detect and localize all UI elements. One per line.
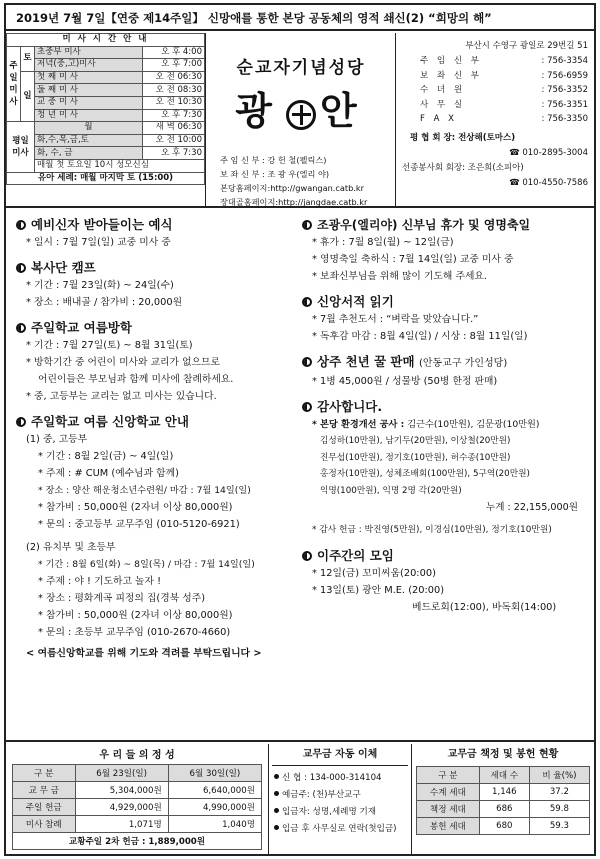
notice-line: * 참가비 : 50,000원 (2자녀 이상 80,000원) [38, 610, 233, 621]
service-name: 교 중 미 사 [35, 96, 143, 109]
renovation-head: * 본당 환경개선 공사 : [312, 419, 405, 430]
notice-line: * 중, 고등부는 교리는 없고 미사는 있습니다. [26, 391, 217, 402]
masthead-subtitle: 순교자기념성당 [236, 58, 366, 78]
service-name: 저녁(중,고)미사 [35, 59, 143, 72]
section-bullet-icon [16, 263, 26, 273]
masthead [206, 33, 396, 208]
section-bullet-icon [302, 551, 312, 561]
service-time: 오 후 7:00 [143, 59, 205, 72]
transfer-line: 입금 후 사무실로 연락(첫입금) [282, 824, 397, 834]
donor-line: 김근수(10만원), 김문광(10만원) [407, 419, 540, 430]
group-title: (2) 유치부 및 초등부 [26, 542, 116, 553]
contact-row: 수 녀 원 : 756-3352 [420, 85, 588, 95]
notice-honey-sale [302, 353, 590, 390]
column-header: 구 분 [13, 764, 76, 781]
notices [6, 210, 594, 742]
bullet-icon [274, 791, 279, 796]
sunday-mass-label: 주일미사 [7, 46, 21, 122]
service-time: 오 후 7:30 [143, 147, 205, 160]
notice-line: * 주제 : # CUM (예수님과 함께) [38, 468, 179, 479]
notice-line: * 장소 : 평화계곡 피정의 집(경북 성주) [38, 593, 206, 604]
table-row: 봉헌 세대 680 59.3 [417, 818, 590, 835]
notice-line: * 영명축일 축하식 : 7월 14일(일) 교중 미사 중 [312, 254, 514, 265]
notice-priest-vacation [302, 216, 590, 285]
service-time: 오 전 10:00 [143, 134, 205, 147]
auto-transfer-title: 교무금 자동 이체 [272, 744, 408, 766]
transfer-line: 신 협 : 134-000-314104 [282, 773, 382, 783]
notice-line: * 일시 : 7월 7일(일) 교중 미사 중 [26, 237, 171, 248]
service-time: 오 전 06:30 [143, 71, 205, 84]
notice-summer-break [16, 319, 298, 405]
section-title: 예비신자 받아들이는 예식 [31, 217, 173, 232]
section-bullet-icon [16, 417, 26, 427]
notice-line: * 방학기간 중 어린이 미사와 교리가 없으므로 [26, 357, 220, 368]
service-name: 청 년 미 사 [35, 109, 143, 122]
footer [6, 744, 594, 854]
table-row: 주일 헌금 4,929,000원 4,990,000원 [13, 798, 262, 815]
offering-table [12, 744, 262, 854]
service-name: 첫 째 미 사 [35, 71, 143, 84]
donor-line: 홍정자(10만원), 성체조배회(100만원), 5구역(20만원) [320, 469, 530, 479]
section-title: 신앙서적 읽기 [317, 294, 394, 309]
masthead-info [220, 153, 367, 209]
notice-line: * 장소 : 배내골 / 참가비 : 20,000원 [26, 297, 183, 308]
donor-line: 진무섭(10만원), 정기호(10만원), 허수종(10만원) [320, 452, 511, 463]
notice-line: * 휴가 : 7월 8일(월) ~ 12일(금) [312, 237, 454, 248]
weekday-mass-label: 평일미사 [7, 122, 35, 172]
assistant-pastor: 보 좌 신 부 : 조 광 우(엘리 야) [220, 169, 330, 179]
notice-line: * 13일(토) 광안 M.E. (20:00) [312, 585, 445, 596]
schedule-title: 미 사 시 간 안 내 [7, 34, 205, 47]
contact-row: 보 좌 신 부 : 756-6959 [420, 70, 588, 81]
section-title: 조광우(엘리야) 신부님 휴가 및 영명축일 [317, 218, 531, 232]
service-name: 월 [35, 122, 143, 135]
infant-baptism: 유아 세례: 매월 마지막 토 (15:00) [7, 172, 205, 185]
notice-line: * 문의 : 초등부 교무주임 (010-2670-4660) [38, 627, 231, 638]
title-right: 안 [320, 88, 367, 133]
monthly-devotion: 매월 첫 토요일 10시 성모신심 [35, 159, 205, 172]
group-title: (1) 중, 고등부 [26, 434, 88, 445]
notice-altar-camp [16, 259, 298, 311]
column-header: 6월 30일(일) [168, 764, 261, 781]
notice-line: * 주제 : 야 ! 기도하고 놀자 ! [38, 576, 162, 587]
offering-title: 우 리 들 의 정 성 [99, 750, 175, 762]
saturday-label: 토 [21, 46, 35, 71]
donation-total: 누계 : 22,155,000원 [485, 502, 578, 513]
notice-line: * 독후감 마감 : 8월 4일(일) / 시상 : 8월 11일(일) [312, 331, 528, 342]
section-bullet-icon [302, 357, 312, 367]
donor-line: 익명(100만원), 익명 2명 각(20만원) [320, 485, 462, 496]
service-name: 화, 수, 금 [35, 147, 143, 160]
section-bullet-icon [302, 220, 312, 230]
funeral-service-phone: ☎ 010-4550-7586 [509, 177, 588, 188]
thanks-offering: * 감사 헌금 : 박진영(5만원), 이경심(10만원), 정기호(10만원) [312, 525, 552, 535]
homepage2-link[interactable]: 장대골홈페이지:http://jangdae.catb.kr [220, 197, 368, 207]
bullet-icon [274, 774, 279, 779]
column-header: 세대 수 [479, 767, 529, 784]
bullet-icon [274, 808, 279, 813]
service-time: 오 전 10:30 [143, 96, 205, 109]
president: 평 협 회 장: 전상해(토마스) [410, 132, 516, 143]
right-column [302, 216, 590, 624]
table-row: 책정 세대 686 59.8 [417, 801, 590, 818]
notice-line: * 보좌신부님을 위해 많이 기도해 주세요. [312, 271, 488, 282]
notice-line: * 기간 : 7월 23일(화) ~ 24일(수) [26, 280, 174, 291]
homepage-link[interactable]: 본당홈페이지:http://gwangan.catb.kr [220, 183, 365, 193]
bulletin-page [4, 3, 596, 856]
funeral-service-head: 선종봉사회 회장: 조은희(소피아) [402, 162, 524, 173]
service-time: 오 전 08:30 [143, 84, 205, 97]
section-bullet-icon [16, 220, 26, 230]
service-time: 오 후 7:30 [143, 109, 205, 122]
service-name: 화,수,목,금,토 [35, 134, 143, 147]
president-phone: ☎ 010-2895-3004 [509, 147, 588, 158]
section-title: 이주간의 모임 [317, 548, 394, 563]
notice-line: * 7월 추천도서 : “벼락을 맞았습니다.” [312, 314, 479, 325]
notice-line: * 장소 : 양산 해운청소년수련원/ 마감 : 7월 14일(일) [38, 485, 251, 496]
notice-line: * 문의 : 중고등부 교무주임 (010-5120-6921) [38, 519, 240, 530]
service-time: 오 후 4:00 [143, 46, 205, 59]
pledge-title: 교무금 책정 및 봉헌 현황 [447, 749, 559, 760]
service-time: 새 벽 06:30 [143, 122, 205, 135]
address: 부산시 수영구 광일로 29번길 51 [465, 41, 588, 51]
notice-thanks [302, 398, 590, 539]
contact-row: 주 임 신 부 : 756-3354 [420, 56, 588, 66]
transfer-line: 예금주: (천)부산교구 [282, 790, 361, 800]
sunday-label: 일 [21, 71, 35, 121]
notice-line: * 1병 45,000원 / 성물방 (50병 한정 판매) [312, 376, 498, 387]
bullet-icon [274, 825, 279, 830]
top-banner: 2019년 7월 7일【연중 제14주일】 신망애를 통한 본당 공동체의 영적 쇄신(2) “희망의 해” [6, 5, 594, 31]
pledge-table [416, 744, 590, 854]
section-title: 주일학교 여름방학 [31, 320, 132, 335]
notice-line: * 기간 : 8월 6일(화) ~ 8일(목) / 마감 : 7월 14일(일) [38, 559, 255, 570]
header [6, 33, 594, 208]
table-row: 교 무 금 5,304,000원 6,640,000원 [13, 781, 262, 798]
cross-emblem-icon [286, 100, 316, 130]
contact-row: 사 무 실 : 756-3351 [420, 99, 588, 110]
notice-line: 베드로회(12:00), 바독회(14:00) [412, 602, 557, 613]
masthead-title [206, 80, 396, 135]
notice-book-reading [302, 293, 590, 345]
donor-line: 김성하(10만원), 남기두(20만원), 이상철(20만원) [320, 436, 511, 446]
column-header: 비 율(%) [529, 767, 589, 784]
transfer-line: 입금자: 성명,세례명 기재 [282, 807, 377, 817]
notice-line: * 참가비 : 50,000원 (2자녀 이상 80,000원) [38, 502, 233, 513]
section-title: 주일학교 여름 신앙학교 안내 [31, 414, 189, 429]
section-title: 상주 천년 꿀 판매 [317, 354, 415, 369]
table-row: 미사 참례 1,071명 1,040명 [13, 815, 262, 832]
section-title: 감사합니다. [317, 399, 383, 414]
service-name: 둘 째 미 사 [35, 84, 143, 97]
pastor: 주 임 신 부 : 강 헌 철(펠릭스) [220, 155, 327, 165]
left-column [16, 216, 298, 670]
service-name: 초중부 미사 [35, 46, 143, 59]
table-row: 수계 세대 1,146 37.2 [417, 784, 590, 801]
notice-line: * 12일(금) 꼬미씨움(20:00) [312, 568, 436, 579]
section-bullet-icon [302, 402, 312, 412]
mass-schedule [6, 33, 206, 208]
column-header: 6월 23일(일) [75, 764, 168, 781]
section-bullet-icon [16, 323, 26, 333]
notice-line: * 기간 : 8월 2일(금) ~ 4일(일) [38, 451, 174, 462]
contact-row: F A X : 756-3350 [420, 114, 588, 124]
notice-line: 어린이들은 부모님과 함께 미사에 참례하세요. [38, 374, 234, 385]
title-left: 광 [235, 88, 282, 133]
section-bullet-icon [302, 297, 312, 307]
special-collection: 교황주일 2차 헌금 : 1,889,000원 [13, 832, 262, 849]
notice-faith-school [16, 413, 298, 662]
notice-line: * 기간 : 7월 27일(토) ~ 8월 31일(토) [26, 340, 193, 351]
section-note: (안동교구 가인성당) [418, 358, 508, 369]
notice-meetings [302, 547, 590, 616]
prayer-request: < 여름신앙학교를 위해 기도와 격려를 부탁드립니다 > [26, 648, 262, 659]
contact-info [396, 33, 594, 208]
column-header: 구 분 [417, 767, 480, 784]
notice-catechumen [16, 216, 298, 251]
auto-transfer [268, 744, 412, 854]
section-title: 복사단 캠프 [31, 260, 96, 275]
